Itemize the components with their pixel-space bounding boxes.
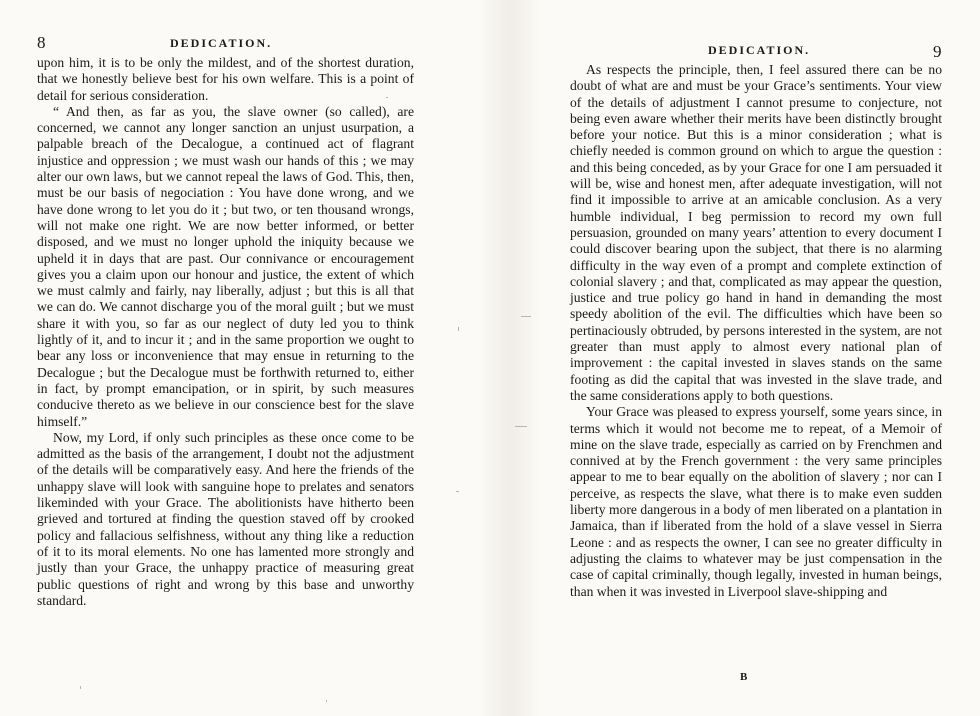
paragraph: Now, my Lord, if only such principles as these once come to be admitted as the basis of the arrangement, I doubt not the adjustment of the details will be comparatively easy. And here the friends of the unhappy slave will look with sanguine hope to prelates and senators likeminded with your Grace. The abolitionists have hitherto been grieved and tortured at finding the question staved off by crooked policy and fallacious selfishness, without any thing like a reduction of it to its moral elements. No one has lamented more strongly and justly than your Grace, the unhappy practice of measuring great public questions of right and wrong by this base and unworthy standard.	[37, 429, 414, 608]
paragraph: upon him, it is to be only the mildest, and of the shortest duration, that we honestly believe best for his own welfare. This is a point of detail for serious consideration.	[37, 55, 414, 103]
paper-speck	[326, 700, 327, 702]
body-text	[37, 55, 414, 609]
paper-speck	[80, 686, 81, 689]
paragraph: “ And then, as far as you, the slave owner (so called), are concerned, we cannot any longer sanction an unjust usurpation, a palpable breach of the Decalogue, a continued act of flagrant injustice and oppression ; we must wash our hands of this ; we may alter our own laws, but we cannot repeal the laws of God. This, then, must be our basis of negociation : You have done wrong, and we have done wrong to let you do it ; but two, or ten thousand wrongs, will not make one right. We are now better informed, or better disposed, and we must no longer uphold the iniquity because we upheld it in days that are past. Our connivance or encouragement gives you a claim upon our honour and justice, the extent of which we must calmly and fairly, nay liberally, adjust ; but this is all that we can do. We cannot discharge you of the moral guilt ; but we must share it with you, so far as our neglect of duty led you to think lightly of it, and to incur it ; and in the same proportion we ought to bear any loss or inconvenience that may ensue in returning to the Decalogue ; but the Decalogue must be forthwith returned to, either in fact, by prompt emancipation, or in spirit, by such measures conducive thereto as we believe in our conscience best for the slave himself.”	[37, 103, 414, 429]
signature-mark: B	[740, 671, 748, 683]
body-text	[570, 62, 942, 600]
running-head: DEDICATION.	[170, 36, 273, 50]
page-number: 8	[37, 33, 46, 52]
running-head: DEDICATION.	[708, 43, 811, 57]
page-number: 9	[933, 42, 942, 61]
paper-speck	[515, 426, 527, 427]
paper-speck	[386, 97, 388, 98]
right-page	[540, 0, 980, 716]
paper-speck	[456, 491, 459, 492]
paper-speck	[521, 316, 531, 317]
left-page	[0, 0, 480, 716]
paper-speck	[458, 327, 459, 331]
paragraph: As respects the principle, then, I feel assured there can be no doubt of what are and must be your Grace’s sentiments. Your view of the details of adjustment I cannot presume to conjecture, not being even aware whether their merits have been distinctly brought before your notice. But this is a minor consideration ; what is chiefly needed is common ground on which to argue the question : and this being conceded, as by your Grace for one I am persuaded it will be, wise and honest men, after adequate investigation, will not find it impossible to arrive at an amicable conclusion. As a very humble individual, I beg permission to record my own full persuasion, grounded on many years’ attention to every document I could discover bearing upon the subject, that there is no alarming difficulty in the way even of a prompt and complete extinction of colonial slavery ; and that, complicated as may appear the question, justice and true policy go hand in hand in demanding the most speedy abolition of the evil. The difficulties which have been so pertinaciously obtruded, by persons interested in the system, are not greater than must apply to almost every national plan of improvement : the capital invested in slaves stands on the same footing as did the capital that was invested in the slave trade, and the same considerations apply to both questions.	[570, 62, 942, 403]
paragraph: Your Grace was pleased to express yourself, some years since, in terms which it would not become me to repeat, of a Memoir of mine on the slave trade, especially as carried on by Frenchmen and connived at by the French government : the very same principles appear to me to bear equally on the abolition of slavery ; nor can I perceive, as respects the slave, what there is to make even sudden liberty more dangerous in a body of men liberated on a plantation in Jamaica, than if liberated from the hold of a slave vessel in Sierra Leone : and as respects the owner, I can see no greater difficulty in adjusting the claims to whatever may be just compensation in the case of capital criminally, though legally, invested in human beings, than when it was invested in Liverpool slave-shipping and	[570, 404, 942, 599]
book-gutter	[480, 0, 540, 716]
